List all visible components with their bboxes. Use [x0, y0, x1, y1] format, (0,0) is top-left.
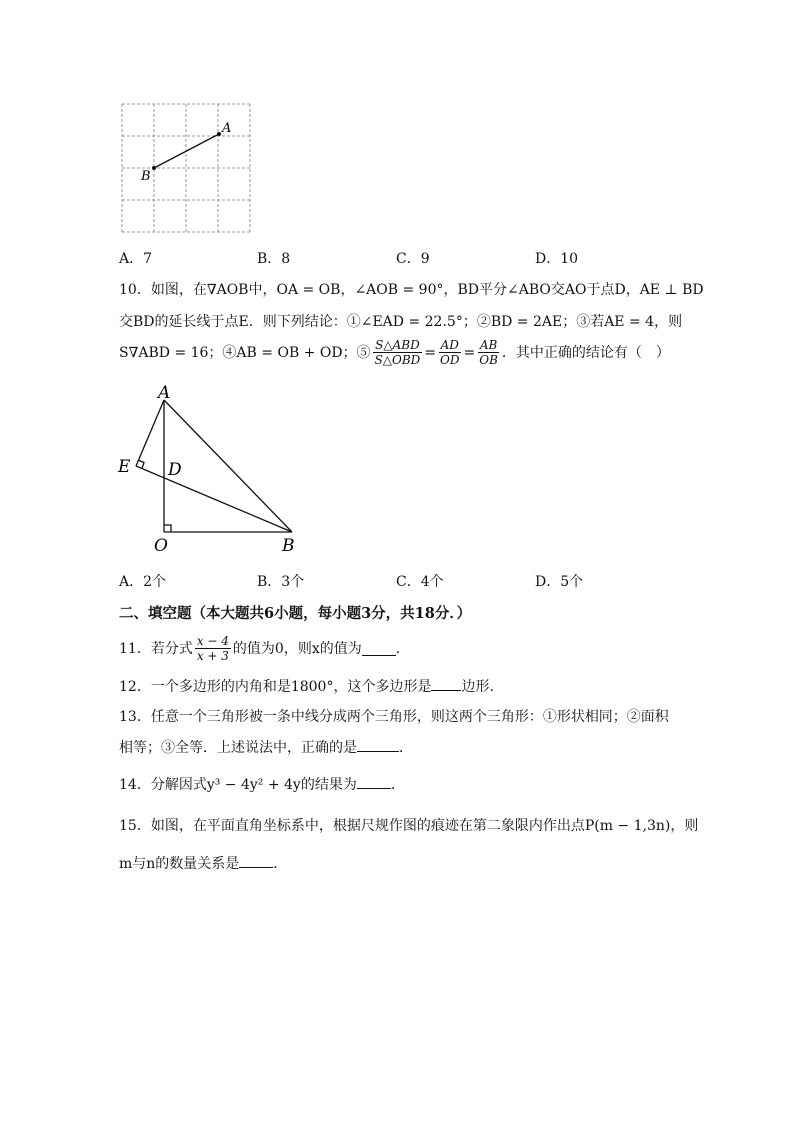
q10-frac-1	[373, 338, 423, 367]
q10-option-c: C．4个	[396, 574, 444, 590]
q15-line-2	[119, 853, 278, 874]
q10-eq-1: =	[424, 344, 437, 361]
q10-line-2: 交BD的延长线于点E．则下列结论：①∠EAD = 22.5°；②BD = 2AE；③若AE = 4，则	[119, 314, 683, 330]
point-b	[152, 166, 156, 170]
q10-option-b: B．3个	[257, 574, 305, 590]
q10-frac-1-den: S△OBD	[374, 353, 421, 367]
q10-line-1: 10．如图，在∇AOB中，OA = OB，∠AOB = 90°，BD平分∠ABO交AO于点D，AE ⊥ BD	[119, 282, 704, 298]
q12-prefix: 12．一个多边形的内角和是1800°，这个多边形是	[119, 679, 432, 695]
q10-frac-3-den: OB	[479, 353, 498, 367]
q14-end: .	[390, 777, 396, 793]
q10-line-3-a: S∇ABD = 16；④AB = OB + OD；⑤	[119, 344, 371, 361]
q11-answer-blank[interactable]	[362, 641, 396, 656]
q10-eq-2: =	[463, 344, 476, 361]
q15-line-2-text: m与n的数量关系是	[119, 856, 240, 872]
label-O: O	[154, 536, 168, 556]
label-D: D	[168, 460, 182, 480]
q15-line-1: 15．如图，在平面直角坐标系中，根据尺规作图的痕迹在第二象限内作出点P(m − 1,3n)，则	[119, 818, 699, 834]
q13-line-2	[119, 737, 413, 758]
q10-triangle-figure	[112, 384, 312, 556]
label-a: A	[222, 121, 232, 136]
q10-frac-3	[477, 338, 500, 367]
q12-suffix: 边形.	[461, 679, 494, 695]
label-A: A	[158, 384, 171, 403]
q10-frac-2-den: OD	[440, 353, 460, 367]
q15-answer-blank[interactable]	[239, 853, 273, 868]
section-2-title: 二、填空题（本大题共6小题，每小题3分，共18分．）	[119, 605, 472, 622]
q12-answer-blank[interactable]	[431, 676, 461, 691]
q13-line-2-text: 相等；③全等．上述说法中，正确的是	[119, 740, 357, 756]
q13-end: ．	[399, 740, 413, 756]
label-E: E	[118, 457, 131, 477]
q10-option-d: D．5个	[535, 574, 584, 590]
label-B: B	[282, 536, 295, 556]
q11-suffix: 的值为0，则x的值为	[232, 640, 362, 657]
q11-end: .	[395, 640, 401, 657]
q10-frac-3-num: AB	[479, 338, 498, 352]
q11-frac-den: x + 3	[196, 649, 229, 663]
q9-option-b: B．8	[257, 251, 291, 267]
q9-option-d: D．10	[535, 251, 579, 267]
q10-frac-1-num: S△ABD	[375, 338, 420, 352]
q9-grid-figure	[118, 100, 258, 236]
q10-frac-2-num: AD	[440, 338, 459, 352]
q10-option-a: A．2个	[119, 574, 167, 590]
label-b: B	[141, 169, 151, 184]
q10-frac-2	[438, 338, 461, 367]
q11-fraction	[195, 634, 231, 663]
q15-end: .	[273, 856, 278, 872]
q9-option-c: C．9	[396, 251, 430, 267]
q14-answer-blank[interactable]	[357, 774, 391, 789]
q11-frac-num: x − 4	[196, 634, 229, 648]
q9-option-a: A．7	[119, 251, 153, 267]
q11	[119, 634, 400, 663]
q10-line-3-b: ．其中正确的结论有（ ）	[501, 344, 670, 361]
point-a	[217, 132, 221, 136]
q14-prefix: 14．分解因式y³ − 4y² + 4y的结果为	[119, 777, 357, 793]
q13-answer-blank[interactable]	[357, 737, 399, 752]
q10-line-3	[119, 338, 670, 367]
q14	[119, 774, 395, 795]
q11-prefix: 11．若分式	[119, 640, 193, 657]
q12	[119, 676, 494, 697]
q13-line-1: 13．任意一个三角形被一条中线分成两个三角形，则这两个三角形：①形状相同；②面积	[119, 709, 669, 725]
